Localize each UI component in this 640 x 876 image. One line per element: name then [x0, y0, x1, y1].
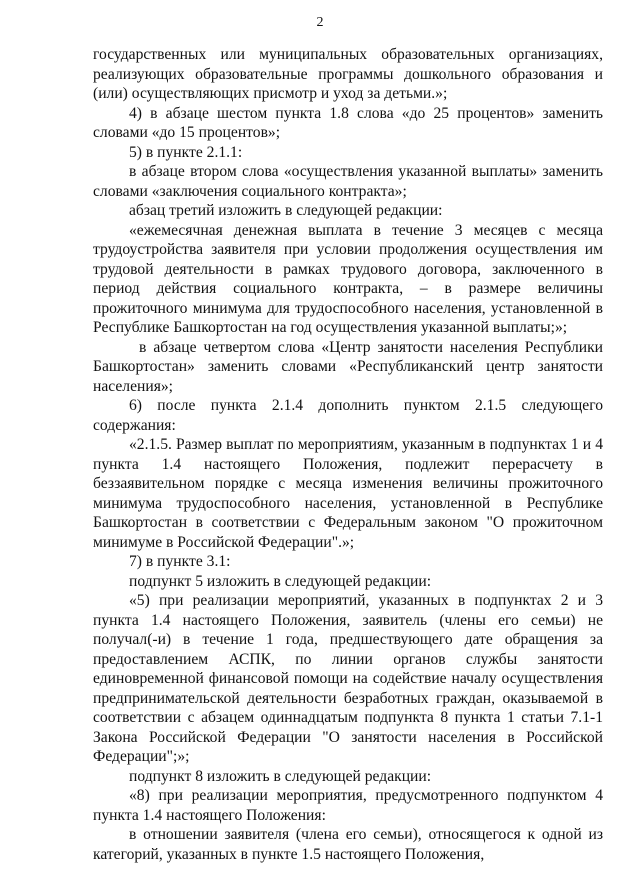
paragraph-9: «2.1.5. Размер выплат по мероприятиям, указанным в подпунктах 1 и 4 пункта 1.4 настоящего Положения, подлежит перерасчету в беззаявительном порядке с месяца изменения величины прожиточного минимума трудоспособного населения, установленной в Республике Башкортостан в соответствии с Федеральным законом "О прожиточном минимуме в Российской Федерации".»; [93, 436, 603, 551]
paragraph-1: государственных или муниципальных образовательных организациях, реализующих образовательные программы дошкольного образования и (или) осуществляющих присмотр и уход за детьми.»; [93, 46, 603, 102]
page-number: 2 [316, 15, 324, 30]
paragraph-13: подпункт 8 изложить в следующей редакции: [129, 767, 432, 785]
paragraph-2: 4) в абзаце шестом пункта 1.8 слова «до 25 процентов» заменить словами «до 15 процентов»; [93, 104, 603, 141]
paragraph-8: 6) после пункта 2.1.4 дополнить пунктом 2.1.5 следующего содержания: [93, 397, 603, 434]
paragraph-3: 5) в пункте 2.1.1: [129, 143, 243, 161]
paragraph-15: в отношении заявителя (члена его семьи), относящегося к одной из категорий, указанных в пункте 1.5 настоящего Положения, [93, 826, 603, 863]
paragraph-11: подпункт 5 изложить в следующей редакции: [129, 572, 432, 590]
paragraph-4: в абзаце втором слова «осуществления указанной выплаты» заменить словами «заключения социального контракта»; [93, 163, 603, 200]
paragraph-6: «ежемесячная денежная выплата в течение 3 месяцев с месяца трудоустройства заявителя при условии продолжения осуществления им трудовой деятельности в рамках трудового договора, заключенного в период действия социального контракта, – в размере величины прожиточного минимума для трудоспособного населения, установленной в Республике Башкортостан на год осуществления указанной выплаты;»; [93, 221, 603, 336]
paragraph-14: «8) при реализации мероприятия, предусмотренного подпунктом 4 пункта 1.4 настоящего Положения: [93, 787, 603, 824]
paragraph-5: абзац третий изложить в следующей редакции: [129, 202, 443, 219]
paragraph-12: «5) при реализации мероприятий, указанных в подпунктах 2 и 3 пункта 1.4 настоящего Положения, заявитель (члены его семьи) не получал(-и) в течение 1 года, предшествующего дате обращения за предоставлением АСПК, по линии органов службы занятости единовременной финансовой помощи на содействие началу осуществления предпринимательской деятельности безработных граждан, оказываемой в соответствии с абзацем одиннадцатым подпункта 8 пункта 1 статьи 7.1-1 Закона Российской Федерации "О занятости населения в Российской Федерации";»; [93, 592, 603, 765]
paragraph-7: в абзаце четвертом слова «Центр занятости населения Республики Башкортостан» заменить словами «Республиканский центр занятости населения»; [93, 338, 603, 395]
document-body [93, 45, 603, 864]
paragraph-10: 7) в пункте 3.1: [129, 553, 231, 570]
